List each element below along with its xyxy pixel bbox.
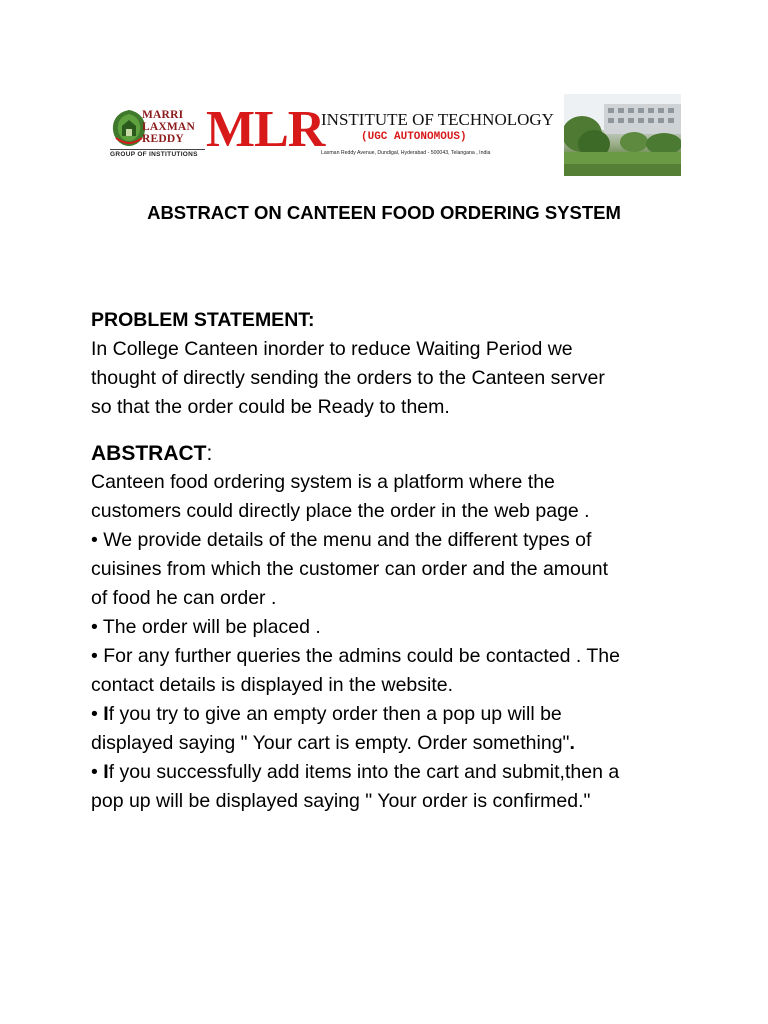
bullet-mark: •	[91, 761, 104, 783]
bullet-item	[91, 758, 691, 816]
document-title: ABSTRACT ON CANTEEN FOOD ORDERING SYSTEM	[147, 202, 621, 223]
text-line: • We provide details of the menu and the different types of	[91, 529, 592, 551]
bullet-item	[91, 613, 691, 642]
brand-logo-text: MLR	[206, 101, 325, 158]
text-line: so that the order could be Ready to them.	[91, 396, 450, 418]
abstract-heading-colon: :	[206, 442, 213, 465]
group-name	[142, 109, 212, 145]
group-name-line: MARRI	[142, 109, 184, 121]
text-line: cuisines from which the customer can order and the amount	[91, 558, 609, 580]
bold-period: .	[569, 732, 575, 754]
bold-letter: I	[103, 761, 109, 783]
problem-statement-heading: PROBLEM STATEMENT:	[91, 309, 315, 331]
text-line: thought of directly sending the orders to the Canteen server	[91, 367, 605, 389]
institute-address: Laxman Reddy Avenue, Dundigal, Hyderabad - 500043, Telangana , India	[321, 150, 491, 156]
line-text: f you successfully add items into the cart and submit,then a	[108, 761, 620, 783]
problem-statement-text	[91, 335, 691, 422]
document-body	[91, 306, 691, 816]
bullet-mark: •	[91, 703, 104, 725]
bullet-item	[91, 700, 691, 758]
text-line	[91, 758, 691, 787]
bullet-item	[91, 526, 691, 613]
campus-photo	[564, 94, 681, 176]
text-line: pop up will be displayed saying " Your order is confirmed."	[91, 790, 591, 812]
text-line: of food he can order .	[91, 587, 277, 609]
line-text: f you try to give an empty order then a pop up will be	[108, 703, 562, 725]
abstract-heading	[91, 439, 691, 468]
text-line: contact details is displayed in the website.	[91, 674, 454, 696]
text-line: • The order will be placed .	[91, 616, 321, 638]
abstract-heading-text: ABSTRACT	[91, 442, 207, 465]
campus-photo-image	[564, 94, 681, 176]
text-line	[91, 729, 691, 758]
bullet-item	[91, 642, 691, 700]
group-name-line: REDDY	[142, 133, 184, 145]
letterhead	[108, 94, 681, 176]
autonomy-label: (UGC AUTONOMOUS)	[361, 131, 467, 143]
abstract-intro	[91, 468, 691, 526]
text-line: • For any further queries the admins could be contacted . The	[91, 645, 620, 667]
bold-letter: I	[103, 703, 109, 725]
group-name-line: LAXMAN	[142, 121, 195, 133]
line-text: displayed saying " Your cart is empty. Order something"	[91, 732, 570, 754]
institute-name: INSTITUTE OF TECHNOLOGY	[321, 110, 554, 129]
text-line: In College Canteen inorder to reduce Waiting Period we	[91, 338, 573, 360]
text-line: Canteen food ordering system is a platform where the	[91, 471, 555, 493]
group-tagline: GROUP OF INSTITUTIONS	[110, 149, 205, 158]
text-line	[91, 700, 691, 729]
text-line: customers could directly place the order in the web page .	[91, 500, 590, 522]
